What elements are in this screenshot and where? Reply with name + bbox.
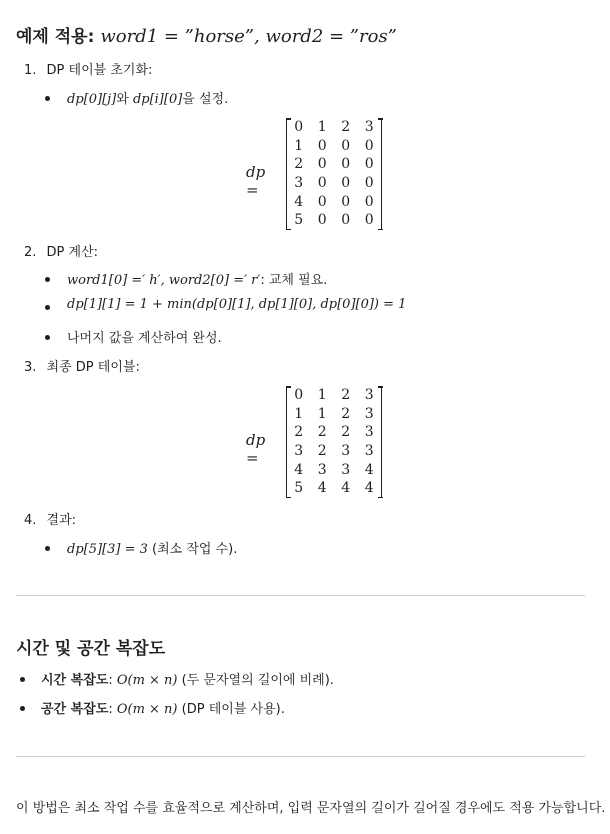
matrix-cell: 0 [341,212,351,229]
matrix-cell: 0 [341,137,351,154]
step-4 [24,509,76,528]
matrix-cell: 4 [341,480,351,497]
step-1-bullet [47,88,228,107]
step-1-math-a: dp[0][j] [67,92,117,107]
time-complexity-label: 시간 복잡도 [41,673,109,688]
matrix-cell: 3 [294,443,304,460]
step-2-bullet-3 [47,327,222,346]
matrix-cell: 2 [341,424,351,441]
matrix-row [287,461,381,480]
matrix-cell: 0 [317,156,327,173]
matrix-cell: 3 [364,424,374,441]
matrix-cell: 0 [364,156,374,173]
matrix-body [286,386,382,498]
matrix-cell: 4 [317,480,327,497]
example-heading-math: word1 = ”horse”, word2 = ”ros” [100,26,397,47]
matrix-cell: 3 [364,443,374,460]
matrix-cell: 0 [364,137,374,154]
matrix-cell: 0 [341,156,351,173]
matrix-cell: 0 [294,387,304,403]
matrix-body [286,118,382,230]
step-3-number: 3. [24,360,37,375]
matrix-cell: 5 [294,480,304,497]
matrix-row [287,479,381,498]
matrix-cell: 0 [364,175,374,192]
complexity-heading: 시간 및 공간 복잡도 [16,639,166,659]
matrix-cell: 0 [317,212,327,229]
matrix-cell: 0 [317,137,327,154]
step-3 [24,356,140,375]
matrix-row [287,137,381,156]
matrix-cell: 3 [364,387,374,403]
matrix-cell: 2 [341,405,351,422]
matrix-cell: 2 [317,443,327,460]
matrix-row [287,442,381,461]
matrix-cell: 2 [341,387,351,403]
matrix-cell: 3 [341,443,351,460]
matrix-cell: 4 [364,480,374,497]
step-2-number: 2. [24,245,37,260]
step-2 [24,241,98,260]
example-heading-label: 예제 적용: [16,27,95,47]
step-2-title: DP 계산: [46,245,99,260]
matrix-cell: 0 [364,193,374,210]
matrix-cell: 2 [294,424,304,441]
step-4-number: 4. [24,513,37,528]
step-3-title: 최종 DP 테이블: [46,360,140,375]
step-2-b3-text: 나머지 값을 계산하여 완성. [67,331,222,346]
matrix-cell: 4 [294,461,304,478]
footer-text: 이 방법은 최소 작업 수를 효율적으로 계산하며, 입력 문자열의 길이가 길어질 경우에도 적용 가능합니다. [16,801,606,816]
time-complexity-text: (두 문자열의 길이에 비례). [177,673,334,688]
matrix-cell: 3 [341,461,351,478]
step-2-bullet-1 [47,269,327,288]
space-complexity-math: O(m × n) [116,702,178,717]
matrix-cell: 0 [364,212,374,229]
step-1 [24,59,152,78]
time-complexity-math: O(m × n) [116,673,178,688]
step-1-title: DP 테이블 초기화: [46,63,153,78]
step-4-b1-math: dp[5][3] = 3 [67,542,148,557]
matrix-cell: 3 [364,119,374,135]
matrix-lhs: dp = [246,431,266,467]
matrix-cell: 1 [317,387,327,403]
space-complexity-item: 공간 복잡도: O(m × n) (DP 테이블 사용). [20,698,285,717]
step-4-title: 결과: [46,513,77,528]
step-4-b1-text: (최소 작업 수). [147,542,238,557]
matrix-cell: 1 [294,405,304,422]
matrix-cell: 2 [341,119,351,135]
step-2-b2-math: dp[1][1] = 1 + min(dp[0][1], dp[1][0], dp[0][0]) = 1 [67,297,407,312]
matrix-row [287,405,381,424]
matrix-row [287,155,381,174]
step-4-bullet [47,538,237,557]
step-2-bullet-2 [47,297,406,312]
divider-2 [16,756,585,757]
matrix-cell: 4 [364,461,374,478]
matrix-cell: 1 [317,405,327,422]
matrix-cell: 3 [364,405,374,422]
matrix-cell: 0 [341,175,351,192]
divider-1 [16,595,585,596]
matrix-lhs: dp = [246,163,266,199]
matrix-cell: 3 [317,461,327,478]
matrix-cell: 2 [317,424,327,441]
matrix-row [287,174,381,193]
matrix-cell: 5 [294,212,304,229]
matrix-cell: 0 [341,193,351,210]
matrix-cell: 3 [294,175,304,192]
matrix-row [287,386,381,405]
step-1-number: 1. [24,63,37,78]
time-complexity-item: 시간 복잡도: O(m × n) (두 문자열의 길이에 비례). [20,669,334,688]
matrix-cell: 1 [317,119,327,135]
matrix-cell: 0 [317,175,327,192]
matrix-cell: 1 [294,137,304,154]
matrix-row [287,193,381,212]
space-complexity-label: 공간 복잡도 [41,702,109,717]
matrix-cell: 2 [294,156,304,173]
matrix-cell: 0 [294,119,304,135]
space-complexity-text: (DP 테이블 사용). [177,702,285,717]
matrix-cell: 4 [294,193,304,210]
matrix-row [287,211,381,230]
step-2-b1-text: : 교체 필요. [260,273,328,288]
step-1-math-b: dp[i][0] [132,92,183,107]
step-2-b1-math: word1[0] =′ h′, word2[0] =′ r′ [67,273,261,288]
step-1-end: 을 설정. [182,92,229,107]
step-1-mid: 와 [116,92,133,107]
matrix-cell: 0 [317,193,327,210]
matrix-row [287,118,381,137]
matrix-row [287,423,381,442]
example-heading [16,22,397,47]
